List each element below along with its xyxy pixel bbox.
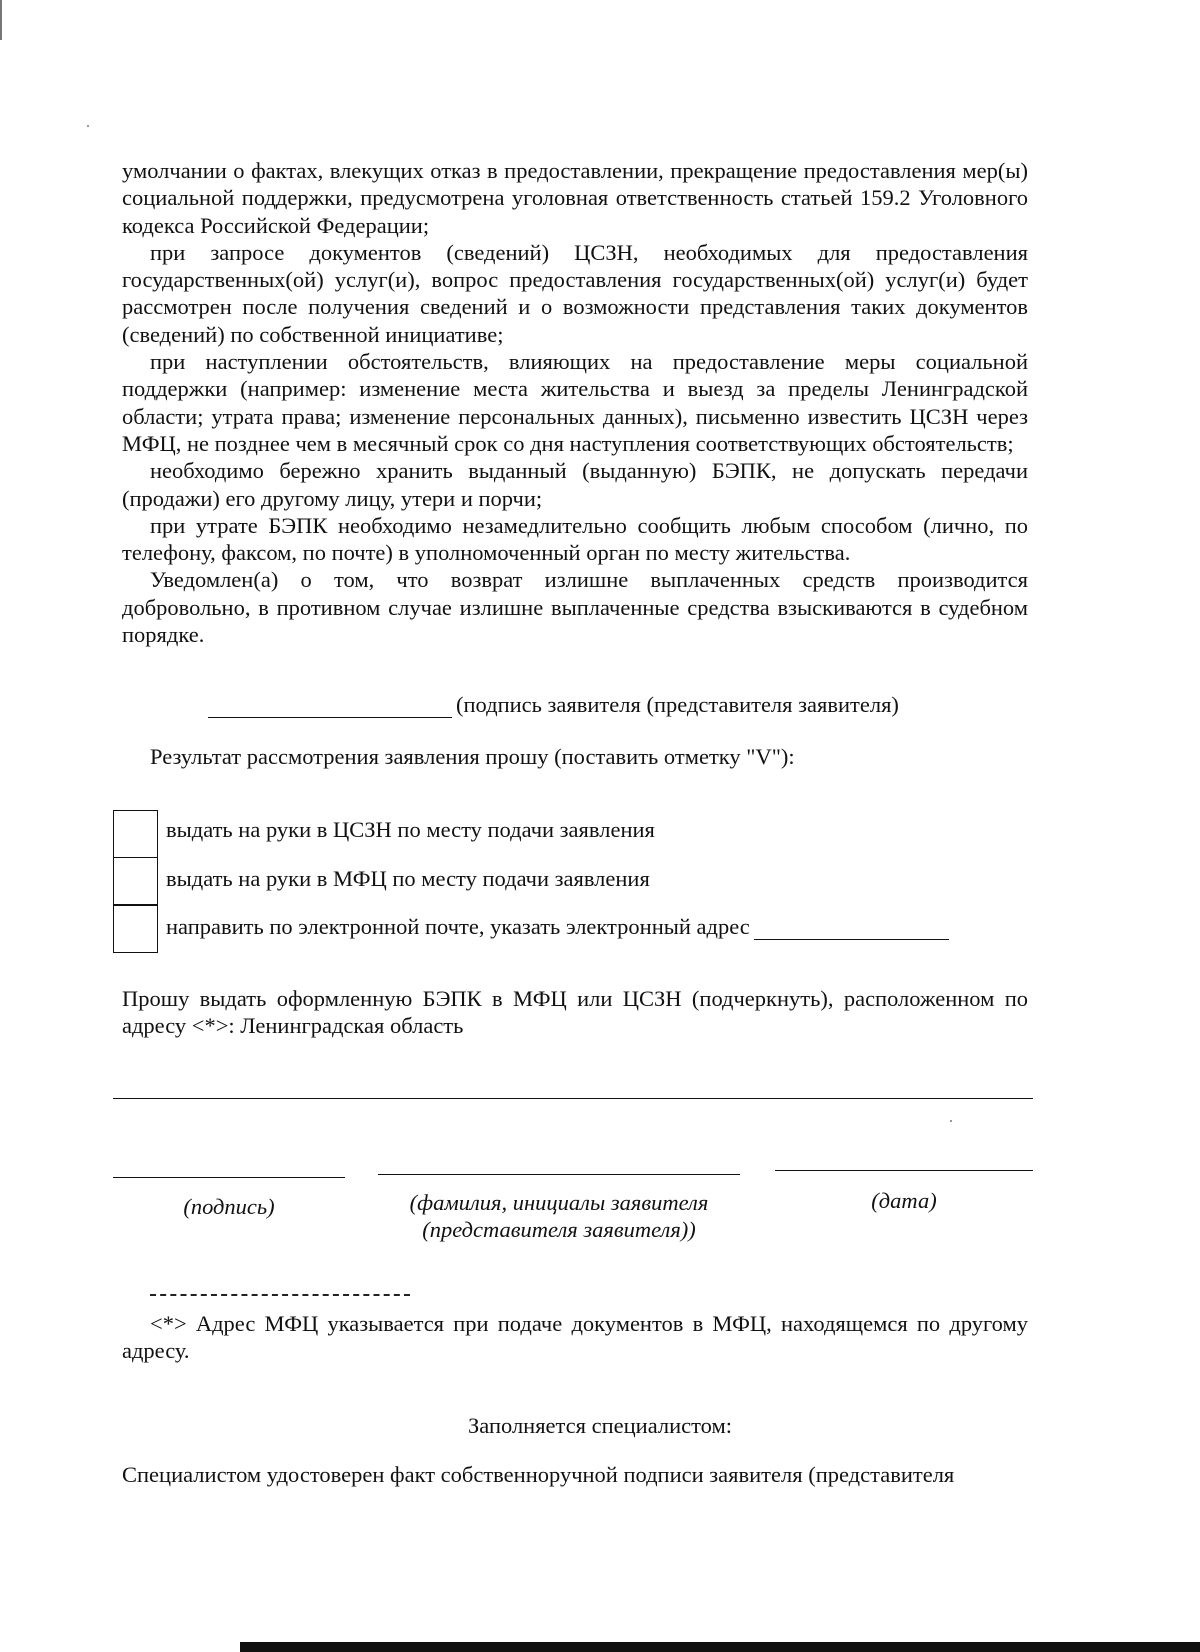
specialist-section-title: Заполняется специалистом: (467, 1413, 732, 1438)
name-field-line[interactable] (378, 1174, 740, 1175)
option-label-cszn: выдать на руки в ЦСЗН по месту подачи заявления (166, 817, 655, 842)
result-options-title: Результат рассмотрения заявления прошу (поставить отметку "V"): (150, 744, 795, 769)
specialist-verification-text: Специалистом удостоверен факт собственноручной подписи заявителя (представителя (122, 1462, 955, 1487)
name-caption-line1: (фамилия, инициалы заявителя (409, 1190, 709, 1215)
signature-caption: (подпись) (183, 1194, 275, 1219)
footnote-text: <*> Адрес МФЦ указывается при подаче документов в МФЦ, находящемся по другому адресу. (122, 1311, 1028, 1364)
paragraph-card-storage: необходимо бережно хранить выданный (выданную) БЭПК, не допускать передачи (продажи) его другому лицу, утери и порчи; (122, 458, 1028, 511)
name-caption (378, 1189, 740, 1243)
scan-speck (950, 1120, 952, 1122)
option-label-mfc: выдать на руки в МФЦ по месту подачи заявления (166, 866, 650, 891)
footnote-separator (150, 1294, 410, 1296)
email-address-field[interactable] (754, 919, 949, 940)
scan-edge-mark (0, 0, 2, 40)
option-checkbox-mfc[interactable] (113, 857, 158, 905)
paragraph-liability: умолчании о фактах, влекущих отказ в предоставлении, прекращение предоставления мер(ы) социальной поддержки, предусмотрена уголовная ответственность статьей 159.2 Уголовного кодекса Российской Федерации; (122, 158, 1028, 238)
issue-location-text: Прошу выдать оформленную БЭПК в МФЦ или ЦСЗН (подчеркнуть), расположенном по адресу <*>: Ленинградская область (122, 986, 1028, 1039)
applicant-signature-row (208, 692, 899, 718)
scan-bottom-band (240, 1642, 1200, 1652)
option-checkbox-email[interactable] (113, 905, 158, 953)
option-email-row (166, 914, 949, 940)
paragraph-circumstances: при наступлении обстоятельств, влияющих на предоставление меры социальной поддержки (например: изменение места жительства и выезд за пределы Ленинградской области; утрата права; изменение персональных данных), письменно известить ЦСЗН через МФЦ, не позднее чем в месячный срок со дня наступления соответствующих обстоятельств; (122, 349, 1028, 456)
paragraph-refund-notice: Уведомлен(а) о том, что возврат излишне выплаченных средств производится добровольно, в противном случае излишне выплаченные средства взыскиваются в судебном порядке. (122, 567, 1028, 648)
notice-text-block (122, 157, 1028, 648)
paragraph-card-loss: при утрате БЭПК необходимо незамедлительно сообщить любым способом (лично, по телефону, факсом, по почте) в уполномоченный орган по месту жительства. (122, 512, 1028, 566)
date-field-line[interactable] (775, 1170, 1033, 1171)
name-caption-line2: (представителя заявителя)) (422, 1217, 696, 1242)
applicant-signature-caption: (подпись заявителя (представителя заявителя) (456, 692, 899, 717)
scan-speck (87, 125, 89, 127)
paragraph-document-request: при запросе документов (сведений) ЦСЗН, необходимых для предоставления государственных(ой) услуг(и), вопрос предоставления государственных(ой) услуг(и) будет рассмотрен после получения сведений и о возможности представления таких документов (сведений) по собственной инициативе; (122, 239, 1028, 347)
address-line[interactable] (113, 1098, 1033, 1099)
option-checkbox-cszn[interactable] (113, 810, 158, 858)
applicant-signature-field[interactable] (208, 697, 452, 718)
date-caption: (дата) (871, 1188, 937, 1213)
issue-location-block (122, 985, 1028, 1040)
footnote-block (122, 1310, 1028, 1365)
option-label-email: направить по электронной почте, указать электронный адрес (166, 914, 750, 939)
signature-field-line[interactable] (113, 1177, 345, 1178)
